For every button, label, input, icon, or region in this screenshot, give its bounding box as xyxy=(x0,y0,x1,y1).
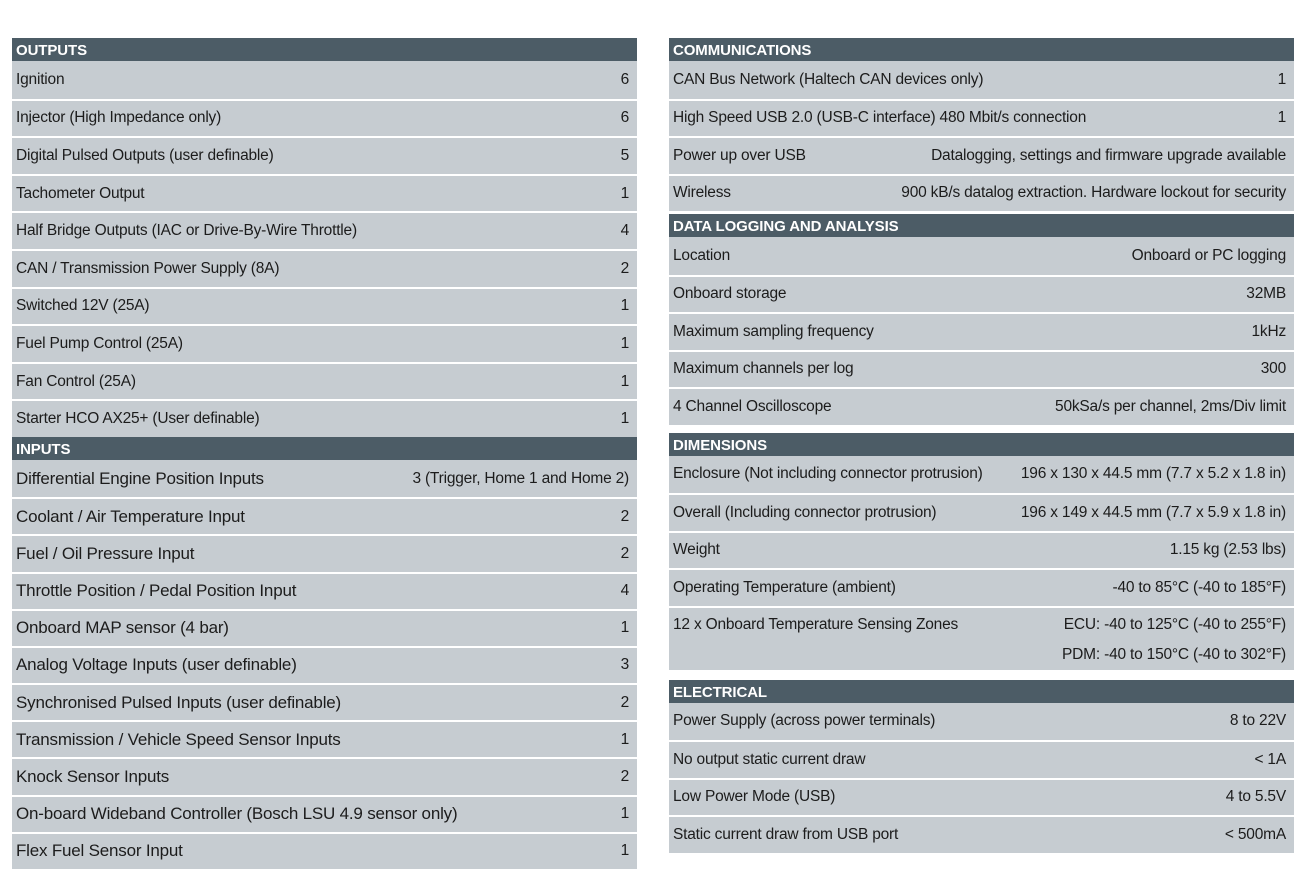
row-label: 12 x Onboard Temperature Sensing Zones xyxy=(673,615,959,633)
row-label: Maximum channels per log xyxy=(673,360,854,378)
table-row xyxy=(12,249,637,287)
row-value: 1 xyxy=(620,410,629,428)
row-label: No output static current draw xyxy=(673,750,866,768)
row-label: Coolant / Air Temperature Input xyxy=(16,506,245,526)
row-label: Fuel Pump Control (25A) xyxy=(16,334,183,352)
row-value: 6 xyxy=(620,109,629,127)
table-row xyxy=(669,99,1294,137)
table-row xyxy=(12,61,637,99)
row-label: CAN Bus Network (Haltech CAN devices only) xyxy=(673,70,984,88)
row-value: 2 xyxy=(620,768,629,786)
table-row xyxy=(669,456,1294,494)
table-row xyxy=(12,211,637,249)
table-row xyxy=(669,740,1294,778)
communications-rows xyxy=(669,61,1294,211)
row-value: Datalogging, settings and firmware upgrade available xyxy=(931,146,1286,164)
table-row xyxy=(12,497,637,534)
dimensions-section xyxy=(669,433,1294,670)
right-column xyxy=(669,38,1294,864)
zone-values xyxy=(1062,616,1286,664)
table-row xyxy=(669,606,1294,670)
table-row xyxy=(669,778,1294,816)
row-value: 32MB xyxy=(1246,285,1286,303)
row-label: Analog Voltage Inputs (user definable) xyxy=(16,655,297,675)
row-value: 1 xyxy=(620,730,629,748)
row-value: 5 xyxy=(620,146,629,164)
row-value: 1 xyxy=(620,372,629,390)
electrical-section xyxy=(669,680,1294,853)
table-row xyxy=(12,646,637,683)
table-row xyxy=(12,572,637,609)
table-row xyxy=(12,795,637,832)
table-row xyxy=(669,174,1294,212)
row-value: 2 xyxy=(620,507,629,525)
row-label: High Speed USB 2.0 (USB-C interface) 480 Mbit/s connection xyxy=(673,109,1087,127)
row-label: 4 Channel Oscilloscope xyxy=(673,397,832,415)
row-value: 196 x 130 x 44.5 mm (7.7 x 5.2 x 1.8 in) xyxy=(1020,465,1286,483)
row-label: Location xyxy=(673,246,731,264)
outputs-rows xyxy=(12,61,637,437)
data-logging-rows xyxy=(669,237,1294,425)
table-row xyxy=(12,683,637,720)
left-column xyxy=(12,38,637,880)
row-value: 1 xyxy=(620,297,629,315)
row-value: 50kSa/s per channel, 2ms/Div limit xyxy=(1055,397,1286,415)
row-label: Knock Sensor Inputs xyxy=(16,767,170,787)
table-row xyxy=(669,493,1294,531)
row-label: Synchronised Pulsed Inputs (user definable) xyxy=(16,692,341,712)
table-row xyxy=(669,136,1294,174)
table-row xyxy=(12,832,637,869)
row-label: On-board Wideband Controller (Bosch LSU 4.9 sensor only) xyxy=(16,804,458,824)
row-label: Wireless xyxy=(673,184,731,202)
row-value: 300 xyxy=(1260,360,1286,378)
row-value: PDM: -40 to 150°C (-40 to 302°F) xyxy=(1062,645,1286,663)
table-row xyxy=(12,99,637,137)
row-label: Differential Engine Position Inputs xyxy=(16,468,264,488)
row-value: < 1A xyxy=(1254,750,1286,768)
row-label: Tachometer Output xyxy=(16,184,145,202)
row-value: 3 (Trigger, Home 1 and Home 2) xyxy=(412,469,629,487)
row-label: Fan Control (25A) xyxy=(16,372,136,390)
data-logging-header: DATA LOGGING AND ANALYSIS xyxy=(669,214,1294,237)
row-value: 4 to 5.5V xyxy=(1225,788,1286,806)
row-value: 4 xyxy=(620,582,629,600)
table-row xyxy=(669,350,1294,388)
row-value: 4 xyxy=(620,222,629,240)
row-label: Weight xyxy=(673,541,720,559)
row-label: Power Supply (across power terminals) xyxy=(673,712,936,730)
table-row xyxy=(12,287,637,325)
row-label: Fuel / Oil Pressure Input xyxy=(16,543,195,563)
table-row xyxy=(12,324,637,362)
row-value: 196 x 149 x 44.5 mm (7.7 x 5.9 x 1.8 in) xyxy=(1020,503,1286,521)
table-row xyxy=(669,275,1294,313)
table-row xyxy=(12,720,637,757)
row-value: 2 xyxy=(620,544,629,562)
table-row xyxy=(12,136,637,174)
table-row xyxy=(669,387,1294,425)
row-value: 1 xyxy=(620,184,629,202)
row-label: Power up over USB xyxy=(673,146,806,164)
row-value: < 500mA xyxy=(1224,825,1286,843)
row-value: 3 xyxy=(620,656,629,674)
row-value: 900 kB/s datalog extraction. Hardware lockout for security xyxy=(901,184,1286,202)
row-value: 1kHz xyxy=(1251,322,1286,340)
row-value: 2 xyxy=(620,259,629,277)
table-row xyxy=(12,609,637,646)
table-row xyxy=(669,237,1294,275)
table-row xyxy=(669,61,1294,99)
row-label: Low Power Mode (USB) xyxy=(673,788,836,806)
table-row xyxy=(12,757,637,794)
dimensions-rows xyxy=(669,456,1294,606)
table-row xyxy=(12,174,637,212)
table-row xyxy=(669,703,1294,741)
row-value: 1 xyxy=(1277,70,1286,88)
inputs-rows xyxy=(12,460,637,869)
inputs-header: INPUTS xyxy=(12,437,637,460)
outputs-header: OUTPUTS xyxy=(12,38,637,61)
table-row xyxy=(669,312,1294,350)
table-row xyxy=(12,399,637,437)
row-value: 2 xyxy=(620,693,629,711)
table-row xyxy=(669,815,1294,853)
table-row xyxy=(669,531,1294,569)
outputs-section xyxy=(12,38,637,437)
row-label: Half Bridge Outputs (IAC or Drive-By-Wire Throttle) xyxy=(16,222,357,240)
row-label: Switched 12V (25A) xyxy=(16,297,150,315)
row-label: Starter HCO AX25+ (User definable) xyxy=(16,410,260,428)
row-value: 1 xyxy=(1277,109,1286,127)
electrical-header: ELECTRICAL xyxy=(669,680,1294,703)
row-label: Onboard storage xyxy=(673,285,787,303)
row-label: Onboard MAP sensor (4 bar) xyxy=(16,618,229,638)
table-row xyxy=(12,460,637,497)
inputs-section xyxy=(12,437,637,869)
row-label: Overall (Including connector protrusion) xyxy=(673,503,937,521)
data-logging-section xyxy=(669,214,1294,425)
table-row xyxy=(12,362,637,400)
row-label: Flex Fuel Sensor Input xyxy=(16,841,183,861)
communications-section xyxy=(669,38,1294,211)
row-label: Enclosure (Not including connector protrusion) xyxy=(673,465,983,483)
row-label: Operating Temperature (ambient) xyxy=(673,578,896,596)
row-value: 8 to 22V xyxy=(1229,712,1286,730)
table-row xyxy=(669,568,1294,606)
row-value: 1 xyxy=(620,334,629,352)
row-value: 1 xyxy=(620,842,629,860)
row-value: 1 xyxy=(620,619,629,637)
row-label: Static current draw from USB port xyxy=(673,825,899,843)
row-label: CAN / Transmission Power Supply (8A) xyxy=(16,259,280,277)
row-value: 1 xyxy=(620,805,629,823)
communications-header: COMMUNICATIONS xyxy=(669,38,1294,61)
row-label: Maximum sampling frequency xyxy=(673,322,874,340)
row-label: Throttle Position / Pedal Position Input xyxy=(16,581,297,601)
row-value: Onboard or PC logging xyxy=(1131,246,1286,264)
row-value: 1.15 kg (2.53 lbs) xyxy=(1169,541,1286,559)
row-value: -40 to 85°C (-40 to 185°F) xyxy=(1112,578,1286,596)
row-label: Transmission / Vehicle Speed Sensor Inputs xyxy=(16,729,341,749)
row-label: Injector (High Impedance only) xyxy=(16,109,222,127)
row-value: 6 xyxy=(620,70,629,88)
row-label: Ignition xyxy=(16,70,65,88)
dimensions-header: DIMENSIONS xyxy=(669,433,1294,456)
electrical-rows xyxy=(669,703,1294,853)
row-label: Digital Pulsed Outputs (user definable) xyxy=(16,146,274,164)
row-value: ECU: -40 to 125°C (-40 to 255°F) xyxy=(1063,615,1286,633)
table-row xyxy=(12,534,637,571)
